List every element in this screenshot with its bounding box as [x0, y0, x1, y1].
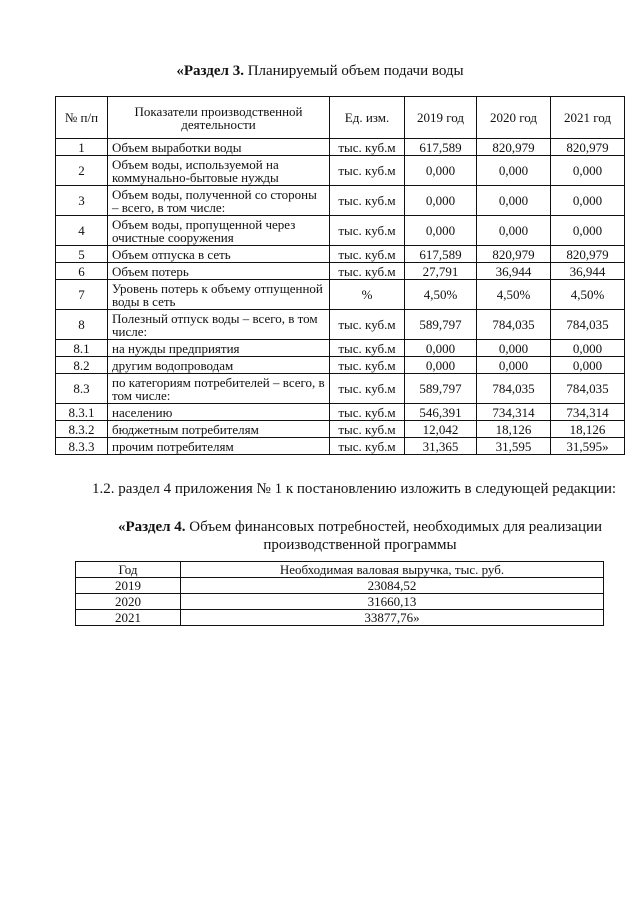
cell-2021: 31,595» — [551, 438, 625, 455]
cell-indicator: по категориям потребителей – всего, в том числе: — [108, 374, 330, 404]
cell-2020: 820,979 — [477, 139, 551, 156]
cell-2019: 617,589 — [405, 246, 477, 263]
cell-2020: 18,126 — [477, 421, 551, 438]
cell-indicator: прочим потребителям — [108, 438, 330, 455]
cell-indicator: Уровень потерь к объему отпущенной воды в сеть — [108, 280, 330, 310]
cell-2021: 820,979 — [551, 139, 625, 156]
cell-unit: тыс. куб.м — [330, 374, 405, 404]
cell-unit: тыс. куб.м — [330, 357, 405, 374]
cell-2021: 784,035 — [551, 310, 625, 340]
section3-title — [0, 63, 640, 80]
cell-number: 3 — [56, 186, 108, 216]
cell-indicator: Объем выработки воды — [108, 139, 330, 156]
cell-2019: 0,000 — [405, 216, 477, 246]
cell-2020: 734,314 — [477, 404, 551, 421]
col-header-2020: 2020 год — [477, 97, 551, 139]
cell-2021: 734,314 — [551, 404, 625, 421]
cell-indicator: другим водопроводам — [108, 357, 330, 374]
cell-number: 8.3 — [56, 374, 108, 404]
cell-2021: 4,50% — [551, 280, 625, 310]
col-header-number: № п/п — [56, 97, 108, 139]
cell-2020: 820,979 — [477, 246, 551, 263]
cell-2021: 0,000 — [551, 156, 625, 186]
cell-number: 8.2 — [56, 357, 108, 374]
cell-number: 8.3.1 — [56, 404, 108, 421]
table-header-row — [76, 562, 604, 578]
cell-2020: 31,595 — [477, 438, 551, 455]
cell-2020: 0,000 — [477, 156, 551, 186]
table-row — [56, 139, 625, 156]
col-header-2019: 2019 год — [405, 97, 477, 139]
cell-2019: 31,365 — [405, 438, 477, 455]
table-row — [56, 246, 625, 263]
section3-title-bold: «Раздел 3. — [176, 63, 244, 79]
cell-2019: 0,000 — [405, 186, 477, 216]
cell-2021: 784,035 — [551, 374, 625, 404]
cell-year: 2019 — [76, 578, 181, 594]
cell-unit: тыс. куб.м — [330, 404, 405, 421]
cell-indicator: Объем потерь — [108, 263, 330, 280]
cell-2021: 18,126 — [551, 421, 625, 438]
cell-number: 1 — [56, 139, 108, 156]
cell-2020: 784,035 — [477, 374, 551, 404]
col-header-unit: Ед. изм. — [330, 97, 405, 139]
cell-unit: тыс. куб.м — [330, 156, 405, 186]
section3-title-text: Планируемый объем подачи воды — [243, 63, 464, 79]
cell-2021: 0,000 — [551, 216, 625, 246]
cell-unit: тыс. куб.м — [330, 246, 405, 263]
table-row — [56, 263, 625, 280]
cell-revenue: 23084,52 — [181, 578, 604, 594]
table-row — [56, 310, 625, 340]
cell-revenue: 31660,13 — [181, 594, 604, 610]
water-supply-table-body — [56, 139, 625, 455]
section4-title-bold: «Раздел 4. — [117, 519, 186, 535]
cell-2019: 27,791 — [405, 263, 477, 280]
table-row — [56, 404, 625, 421]
cell-number: 8 — [56, 310, 108, 340]
cell-unit: тыс. куб.м — [330, 310, 405, 340]
cell-unit: тыс. куб.м — [330, 216, 405, 246]
table-row — [76, 594, 604, 610]
cell-2020: 0,000 — [477, 186, 551, 216]
cell-unit: тыс. куб.м — [330, 438, 405, 455]
cell-2020: 36,944 — [477, 263, 551, 280]
cell-indicator: Объем воды, пропущенной через очистные сооружения — [108, 216, 330, 246]
cell-unit: тыс. куб.м — [330, 340, 405, 357]
cell-revenue: 33877,76» — [181, 610, 604, 626]
water-supply-table — [55, 96, 625, 455]
table-row — [56, 340, 625, 357]
cell-indicator: на нужды предприятия — [108, 340, 330, 357]
cell-number: 5 — [56, 246, 108, 263]
cell-2021: 0,000 — [551, 340, 625, 357]
table-row — [76, 578, 604, 594]
table-row — [56, 438, 625, 455]
cell-year: 2020 — [76, 594, 181, 610]
cell-indicator: Объем воды, полученной со стороны – всего, в том числе: — [108, 186, 330, 216]
cell-2020: 784,035 — [477, 310, 551, 340]
cell-number: 8.1 — [56, 340, 108, 357]
col-header-2021: 2021 год — [551, 97, 625, 139]
col-header-year: Год — [76, 562, 181, 578]
col-header-revenue: Необходимая валовая выручка, тыс. руб. — [181, 562, 604, 578]
cell-indicator: населению — [108, 404, 330, 421]
cell-2019: 12,042 — [405, 421, 477, 438]
cell-indicator: Полезный отпуск воды – всего, в том числе: — [108, 310, 330, 340]
cell-number: 7 — [56, 280, 108, 310]
cell-2019: 617,589 — [405, 139, 477, 156]
cell-number: 2 — [56, 156, 108, 186]
financial-needs-table — [75, 561, 604, 626]
cell-2019: 0,000 — [405, 357, 477, 374]
table-row — [76, 610, 604, 626]
cell-2019: 0,000 — [405, 340, 477, 357]
cell-2021: 820,979 — [551, 246, 625, 263]
cell-number: 8.3.3 — [56, 438, 108, 455]
cell-unit: тыс. куб.м — [330, 186, 405, 216]
cell-number: 6 — [56, 263, 108, 280]
cell-2021: 0,000 — [551, 186, 625, 216]
cell-number: 4 — [56, 216, 108, 246]
cell-2019: 4,50% — [405, 280, 477, 310]
table-row — [56, 156, 625, 186]
table-row — [56, 357, 625, 374]
col-header-indicator: Показатели производственной деятельности — [108, 97, 330, 139]
cell-indicator: Объем отпуска в сеть — [108, 246, 330, 263]
cell-2020: 0,000 — [477, 216, 551, 246]
cell-2020: 0,000 — [477, 340, 551, 357]
cell-unit: тыс. куб.м — [330, 263, 405, 280]
table-row — [56, 280, 625, 310]
table-row — [56, 216, 625, 246]
table-row — [56, 421, 625, 438]
amendment-paragraph: 1.2. раздел 4 приложения № 1 к постановлению изложить в следующей редакции: — [92, 481, 617, 497]
cell-unit: тыс. куб.м — [330, 139, 405, 156]
section4-title — [110, 518, 610, 554]
cell-2019: 589,797 — [405, 310, 477, 340]
cell-2019: 0,000 — [405, 156, 477, 186]
cell-2019: 546,391 — [405, 404, 477, 421]
table-header-row — [56, 97, 625, 139]
table-row — [56, 186, 625, 216]
cell-unit: тыс. куб.м — [330, 421, 405, 438]
cell-2020: 0,000 — [477, 357, 551, 374]
cell-number: 8.3.2 — [56, 421, 108, 438]
cell-year: 2021 — [76, 610, 181, 626]
section4-title-text: Объем финансовых потребностей, необходимых для реализации производственной программы — [185, 519, 603, 553]
cell-indicator: Объем воды, используемой на коммунально-бытовые нужды — [108, 156, 330, 186]
cell-2019: 589,797 — [405, 374, 477, 404]
cell-2020: 4,50% — [477, 280, 551, 310]
table-row — [56, 374, 625, 404]
cell-unit: % — [330, 280, 405, 310]
cell-indicator: бюджетным потребителям — [108, 421, 330, 438]
cell-2021: 36,944 — [551, 263, 625, 280]
financial-needs-table-body — [76, 578, 604, 626]
cell-2021: 0,000 — [551, 357, 625, 374]
